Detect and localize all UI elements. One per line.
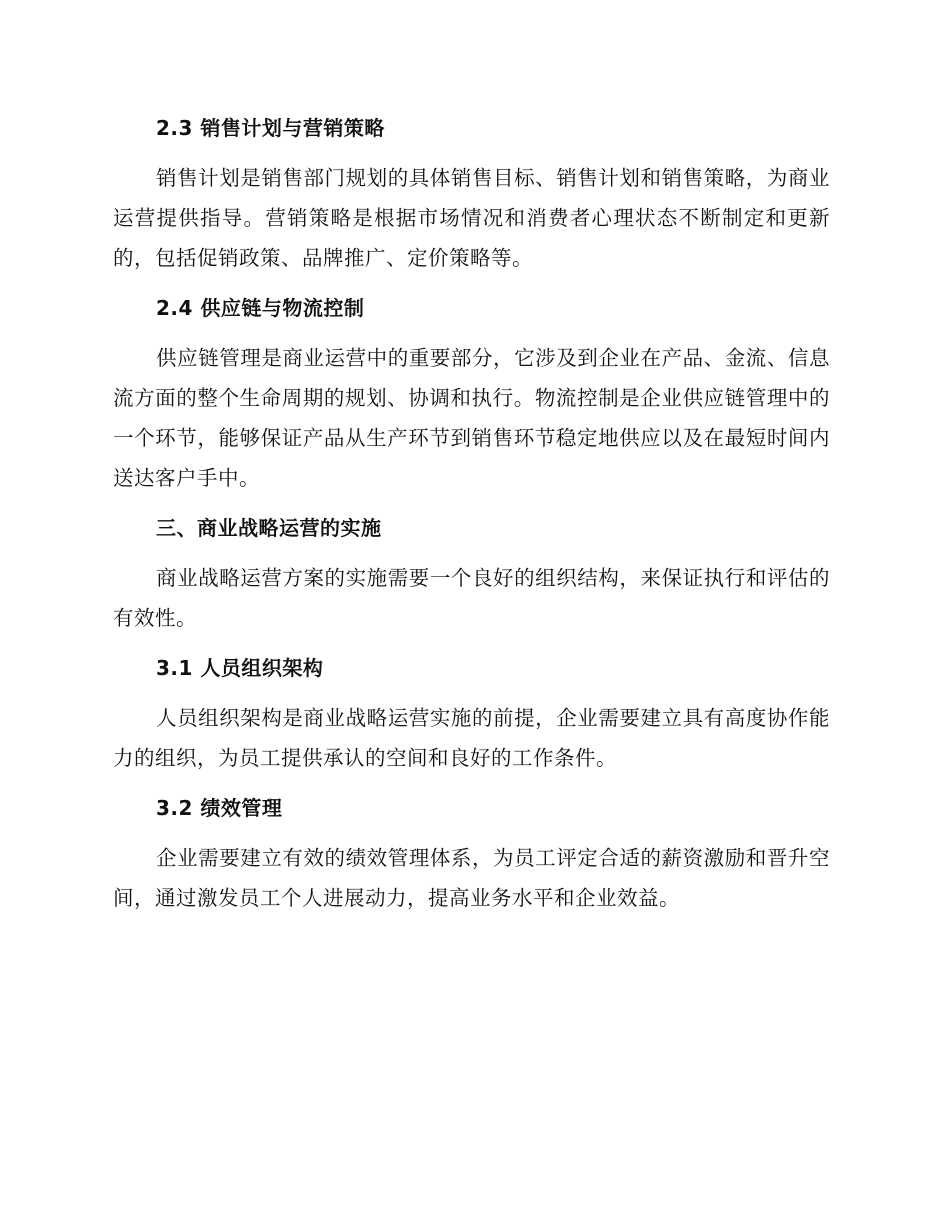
section-paragraph-2-3: 销售计划是销售部门规划的具体销售目标、销售计划和销售策略，为商业运营提供指导。营销策略是根据市场情况和消费者心理状态不断制定和更新的，包括促销政策、品牌推广、定价策略等。 [113,166,830,270]
section-paragraph-2-4: 供应链管理是商业运营中的重要部分，它涉及到企业在产品、金流、信息流方面的整个生命周期的规划、协调和执行。物流控制是企业供应链管理中的一个环节，能够保证产品从生产环节到销售环节稳定地供应以及在最短时间内送达客户手中。 [113,346,830,490]
section-heading-2-3: 2.3 销售计划与营销策略 [156,116,385,140]
section-heading-3-2: 3.2 绩效管理 [156,796,283,820]
section-paragraph-3-1: 人员组织架构是商业战略运营实施的前提，企业需要建立具有高度协作能力的组织，为员工提供承认的空间和良好的工作条件。 [113,706,830,770]
document-body [113,108,830,928]
section-heading-2-4: 2.4 供应链与物流控制 [156,296,365,320]
section-heading-3: 三、商业战略运营的实施 [156,516,382,540]
section-paragraph-3-2: 企业需要建立有效的绩效管理体系，为员工评定合适的薪资激励和晋升空间，通过激发员工个人进展动力，提高业务水平和企业效益。 [113,846,830,910]
section-paragraph-3: 商业战略运营方案的实施需要一个良好的组织结构，来保证执行和评估的有效性。 [113,566,830,630]
section-heading-3-1: 3.1 人员组织架构 [156,656,324,680]
